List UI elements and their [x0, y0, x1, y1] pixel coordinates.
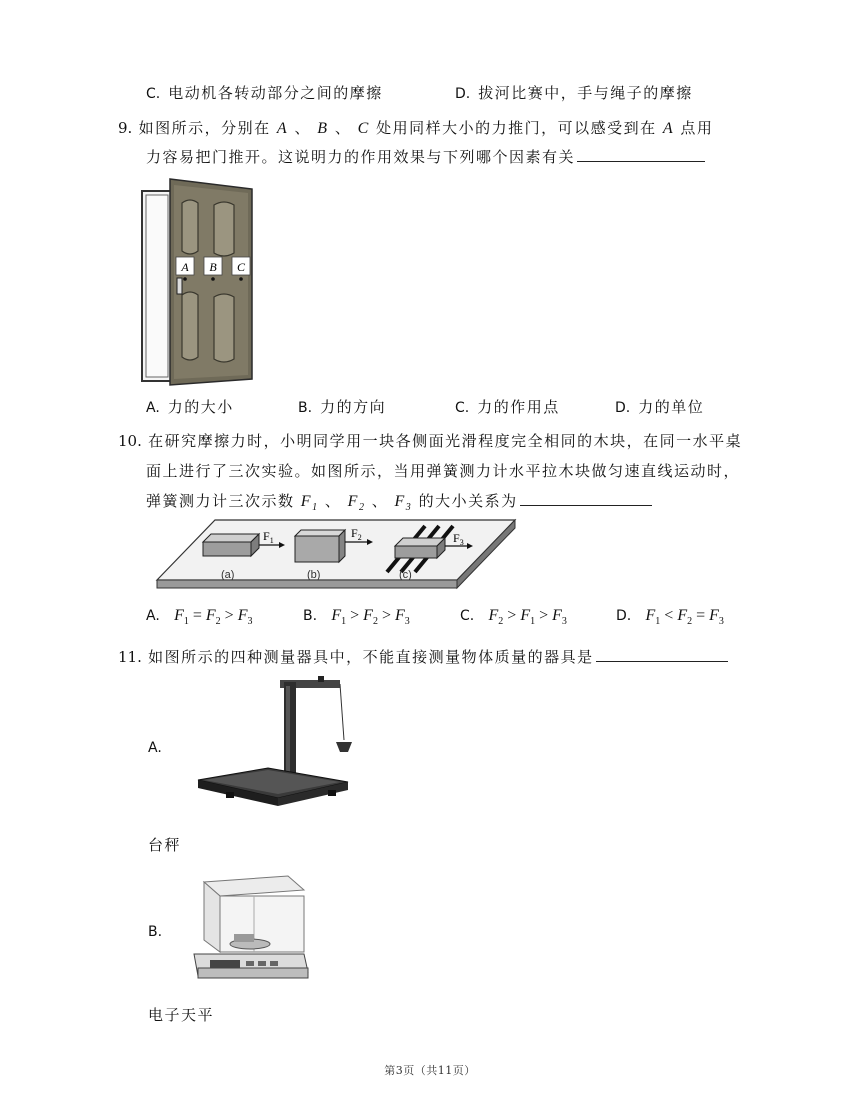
option-text: 力的单位: [638, 398, 705, 416]
electronic-balance-image: [180, 868, 314, 992]
separator: 、: [334, 119, 352, 137]
option-letter: C.: [455, 400, 470, 416]
point-b: B: [317, 120, 329, 137]
door-label-b: B: [209, 260, 217, 274]
point-c: C: [357, 120, 370, 137]
option-expression: $F_1 > F_2 > F_3$: [331, 607, 410, 628]
option-letter: D.: [615, 400, 631, 416]
q10-line2: [146, 460, 740, 481]
q9-option-c: [455, 396, 560, 417]
question-number: 9.: [118, 119, 133, 137]
q10-text: 弹簧测力计三次示数: [146, 492, 295, 510]
force-label-f2: $F_2$: [351, 526, 362, 542]
answer-blank[interactable]: [577, 147, 705, 162]
q8-option-c: [146, 82, 383, 103]
option-letter: B.: [148, 924, 163, 940]
fig-label-a: (a): [221, 569, 235, 581]
option-text: 拔河比赛中，手与绳子的摩擦: [478, 84, 693, 102]
option-expression: $F_1 < F_2 = F_3$: [645, 607, 724, 628]
option-letter: C.: [460, 608, 475, 624]
question-number: 10.: [118, 432, 142, 450]
option-letter: A.: [148, 740, 162, 756]
q9-line1: [118, 117, 713, 138]
option-letter: D.: [616, 608, 632, 624]
q9-text: 点用: [680, 119, 714, 137]
option-letter: A.: [146, 608, 160, 624]
q11-line1: [118, 646, 728, 667]
q10-text: 面上进行了三次实验。如图所示，当用弹簧测力计水平拉木块做匀速直线运动时，: [146, 462, 741, 480]
separator: 、: [324, 492, 342, 510]
q10-option-a: [146, 606, 252, 627]
door-label-c: C: [236, 260, 246, 274]
q11-option-a-letter: [148, 738, 170, 756]
option-expression: $F_1 = F_2 > F_3$: [174, 607, 253, 628]
option-letter: B.: [303, 608, 318, 624]
q9-text: 如图所示，分别在: [138, 119, 271, 137]
option-letter: C.: [146, 86, 161, 102]
option-text: 力的方向: [320, 398, 387, 416]
q10-option-c: [460, 606, 567, 627]
answer-blank[interactable]: [520, 491, 652, 506]
q10-option-d: [616, 606, 724, 627]
friction-figure: [155, 516, 517, 592]
q10-text: 在研究摩擦力时，小明同学用一块各侧面光滑程度完全相同的木块，在同一水平桌: [148, 432, 743, 450]
separator: 、: [371, 492, 389, 510]
force-f1: $F_1$: [300, 493, 319, 514]
q9-line2: [146, 146, 705, 167]
q9-text: 处用同样大小的力推门，可以感受到在: [376, 119, 657, 137]
option-letter: D.: [455, 86, 471, 102]
platform-scale-image: [178, 672, 384, 820]
q10-option-b: [303, 606, 410, 627]
page-footer: 第3页（共11页）: [384, 1064, 476, 1077]
q11-option-b-caption: [148, 1004, 214, 1025]
option-text: 力的作用点: [477, 398, 560, 416]
q10-line3: [146, 490, 652, 513]
force-f3: $F_3$: [394, 493, 413, 514]
separator: 、: [294, 119, 311, 137]
point-a: A: [276, 120, 289, 137]
q10-text: 的大小关系为: [418, 492, 518, 510]
q9-option-a: [146, 396, 234, 417]
fig-label-b: (b): [307, 569, 321, 581]
option-text: 力的大小: [167, 398, 234, 416]
q11-option-a-caption: [148, 834, 181, 855]
q11-text: 如图所示的四种测量器具中，不能直接测量物体质量的器具是: [148, 648, 594, 666]
option-text: 电动机各转动部分之间的摩擦: [168, 84, 383, 102]
q9-option-b: [298, 396, 386, 417]
q9-text: 力容易把门推开。这说明力的作用效果与下列哪个因素有关: [146, 148, 576, 166]
q8-option-d: [455, 82, 693, 103]
caption-text: 台秤: [148, 836, 182, 854]
question-number: 11.: [118, 648, 142, 666]
fig-label-c: (c): [399, 569, 412, 581]
force-label-f1: $F_1$: [263, 529, 274, 545]
q11-option-b-letter: [148, 922, 170, 940]
force-f2: $F_2$: [347, 493, 366, 514]
option-letter: B.: [298, 400, 313, 416]
door-figure: [140, 175, 258, 387]
point-a: A: [662, 120, 675, 137]
q10-line1: [118, 430, 742, 451]
q9-option-d: [615, 396, 704, 417]
answer-blank[interactable]: [596, 647, 728, 662]
caption-text: 电子天平: [148, 1006, 215, 1024]
door-label-a: A: [181, 260, 189, 274]
option-letter: A.: [146, 400, 160, 416]
force-label-f3: $F_3$: [453, 531, 464, 547]
option-expression: $F_2 > F_1 > F_3$: [488, 607, 567, 628]
